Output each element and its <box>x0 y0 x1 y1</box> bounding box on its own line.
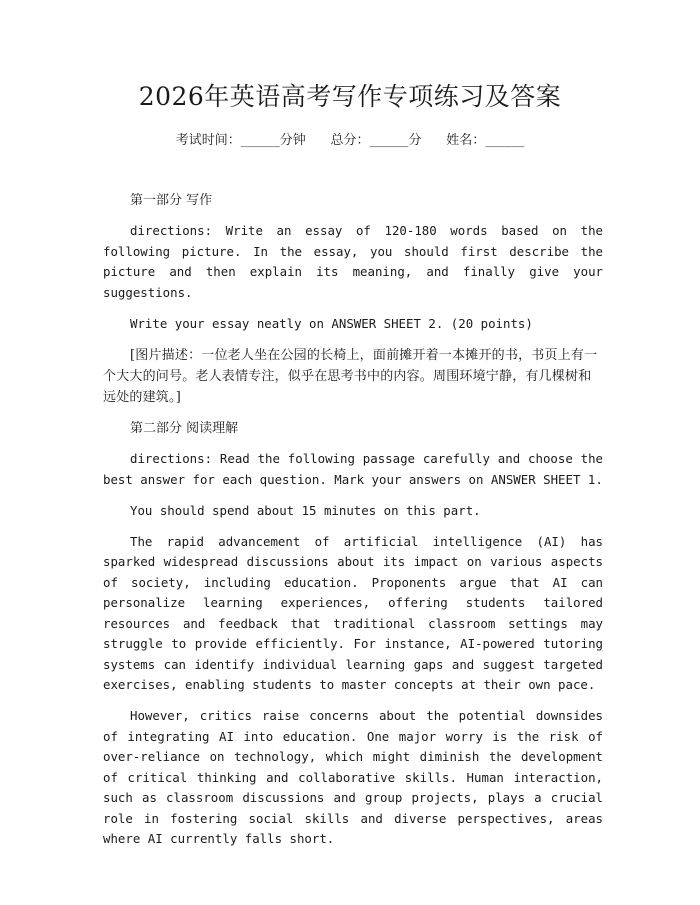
reading-paragraph-2: However, critics raise concerns about the potential downsides of integrating AI into education. One major worry is the risk of over-reliance on technology, which might diminish the development of critical thinking and collaborative skills. Human interaction, such as classroom discussions and group projects, plays a crucial role in fostering social skills and diverse perspectives, areas where AI currently falls short. <box>103 708 603 846</box>
part1-heading: 第一部分 写作 <box>130 193 213 208</box>
exam-info-line: 考试时间：______分钟 总分：______分 姓名：______ <box>175 133 525 148</box>
part1-instruction: Write your essay neatly on ANSWER SHEET 2. (20 points) <box>130 315 533 331</box>
part2-directions: directions: Read the following passage carefully and choose the best answer for each question. Mark your answers on ANSWER SHEET 1. <box>103 451 603 487</box>
picture-description: [图片描述：一位老人坐在公园的长椅上，面前摊开着一本摊开的书，书页上有一个大大的问号。老人表情专注，似乎在思考书中的内容。周围环境宁静，有几棵树和远处的建筑。] <box>103 347 598 405</box>
document-body <box>103 190 603 860</box>
part2-heading: 第二部分 阅读理解 <box>130 421 239 436</box>
part2-time-note: You should spend about 15 minutes on this part. <box>130 502 481 518</box>
document-title: 2026年英语高考写作专项练习及答案 <box>138 82 562 111</box>
reading-paragraph-1: The rapid advancement of artificial intelligence (AI) has sparked widespread discussions about its impact on various aspects of society, including education. Proponents argue that AI can personalize learning experiences, offering students tailored resources and feedback that traditional classroom settings may struggle to provide efficiently. For instance, AI-powered tutoring systems can identify individual learning gaps and suggest targeted exercises, enabling students to master concepts at their own pace. <box>103 533 603 692</box>
part1-directions: directions: Write an essay of 120-180 words based on the following picture. In the essay, you should first describe the picture and then explain its meaning, and finally give your suggestions. <box>103 223 603 300</box>
